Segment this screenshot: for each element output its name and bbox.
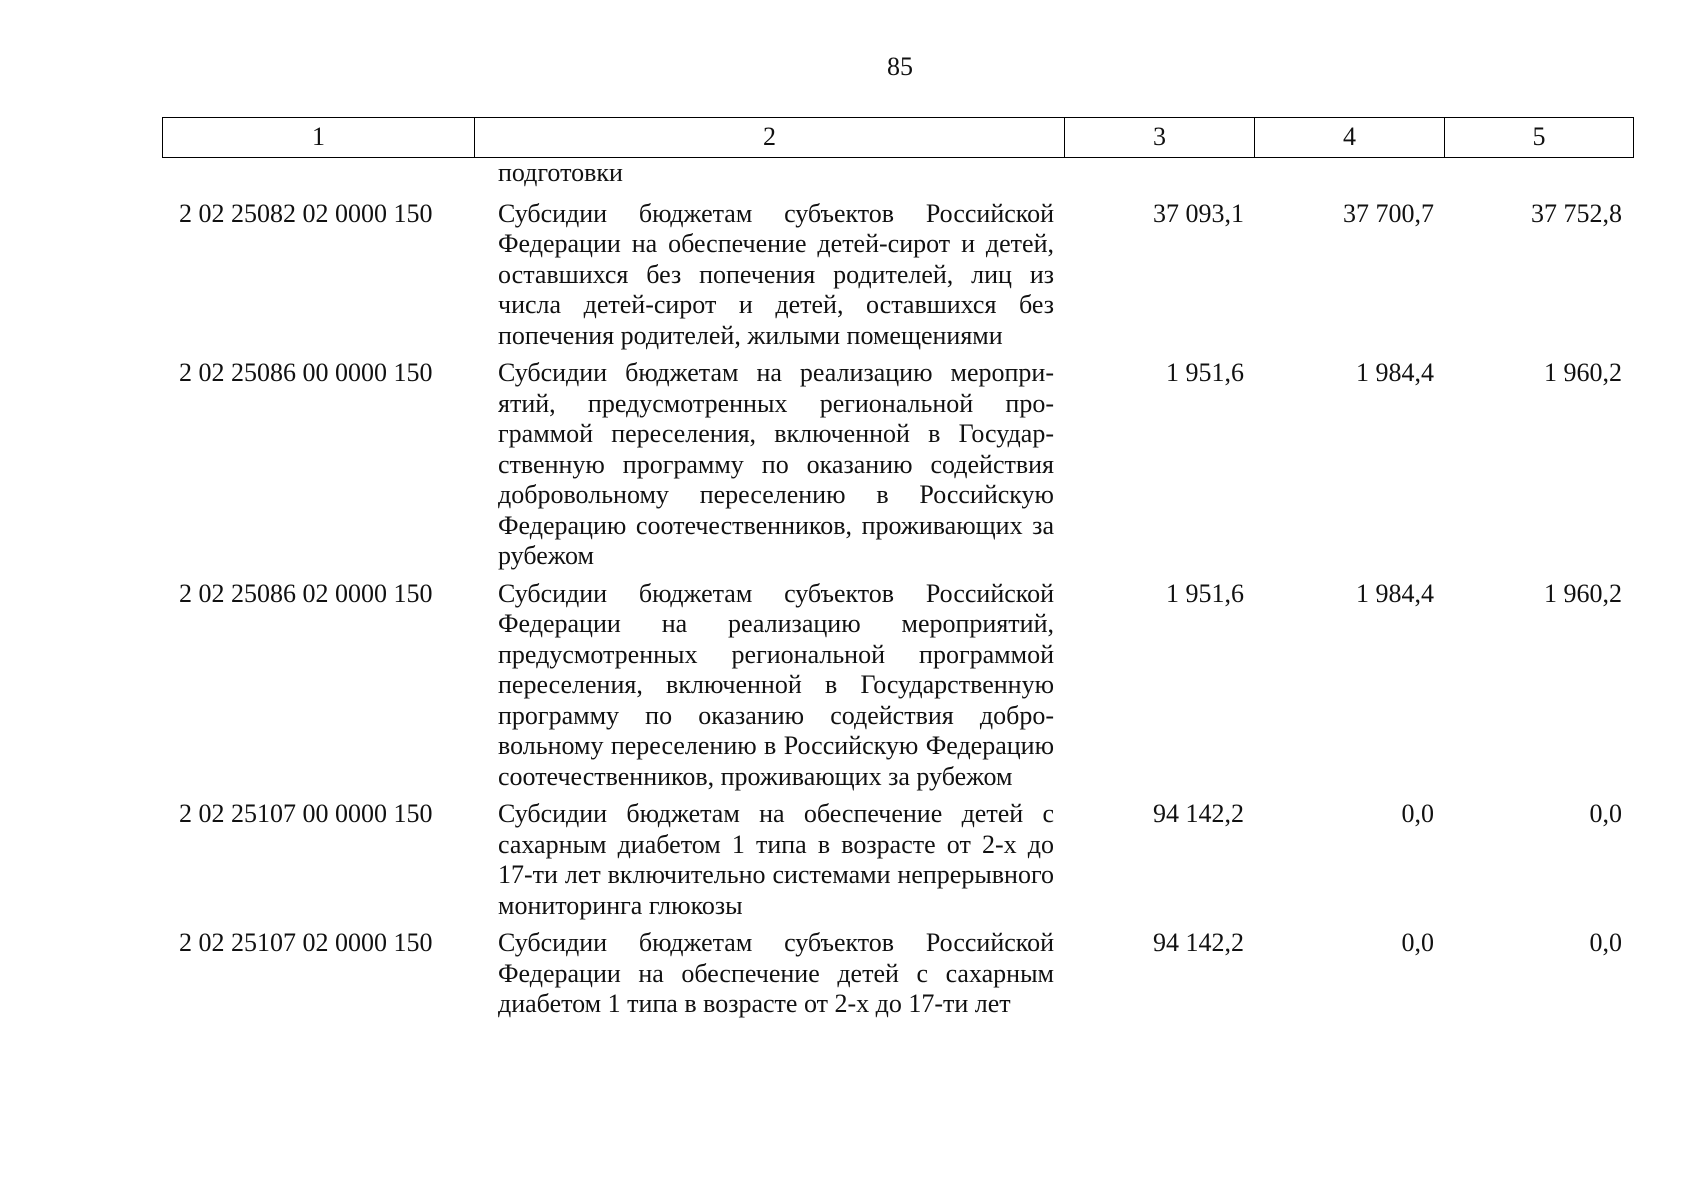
table-header xyxy=(162,117,1634,158)
code-cell: 2 02 25107 02 0000 150 xyxy=(179,928,433,957)
table-row xyxy=(162,199,1634,352)
value-col4-cell: 0,0 xyxy=(1401,928,1434,957)
value-col5-cell: 1 960,2 xyxy=(1544,578,1622,608)
code-cell: 2 02 25082 02 0000 150 xyxy=(179,198,433,228)
table-row xyxy=(162,799,1634,921)
description-cell: Субсидии бюджетам на реализацию мероприятий, предусмотренных региональной программой переселения, включенной в Государственную программу по оказанию содействия добровольному переселению в Российскую Федерацию соотечественников, проживающих за рубежом xyxy=(498,358,1054,570)
column-header-4: 4 xyxy=(1255,118,1445,157)
value-col5-cell: 1 960,2 xyxy=(1544,358,1622,387)
value-col4-cell: 0,0 xyxy=(1401,799,1434,828)
code-cell: 2 02 25086 00 0000 150 xyxy=(179,358,433,387)
value-col5-cell: 0,0 xyxy=(1589,799,1622,828)
value-col4-cell: 37 700,7 xyxy=(1343,198,1434,228)
code-cell xyxy=(162,158,474,189)
continuation-row xyxy=(162,158,1634,189)
table-row xyxy=(162,928,1634,1020)
code-cell: 2 02 25086 02 0000 150 xyxy=(179,578,433,608)
value-col3-cell: 94 142,2 xyxy=(1153,928,1244,957)
value-col3-cell: 94 142,2 xyxy=(1153,799,1244,828)
table-row xyxy=(162,579,1634,793)
continuation-text: подготовки xyxy=(498,158,623,187)
value-col4-cell: 1 984,4 xyxy=(1356,358,1434,387)
column-header-3: 3 xyxy=(1065,118,1255,157)
code-cell: 2 02 25107 00 0000 150 xyxy=(179,799,433,828)
value-col4-cell: 1 984,4 xyxy=(1356,578,1434,608)
value-col3-cell: 1 951,6 xyxy=(1166,358,1244,387)
column-header-2: 2 xyxy=(475,118,1065,157)
value-col3-cell: 37 093,1 xyxy=(1153,198,1244,228)
column-header-5: 5 xyxy=(1532,122,1546,151)
value-col5-cell: 0,0 xyxy=(1589,928,1622,957)
description-cell: Субсидии бюджетам субъектов Российской Федерации на обеспечение детей с сахарным диабетом 1 типа в возрасте от 2-х до 17-ти лет xyxy=(498,928,1054,1018)
description-cell: Субсидии бюджетам субъектов Российской Федерации на реализацию мероприятий, предусмотренных региональной программой переселения, включенной в Государственную программу по оказанию содействия добровольному переселению в Российскую Федерацию соотечественников, проживающих за рубежом xyxy=(498,578,1054,791)
description-cell: Субсидии бюджетам на обеспечение детей с сахарным диабетом 1 типа в возрасте от 2-х до 17-ти лет включительно системами непрерывного мониторинга глюкозы xyxy=(498,799,1054,920)
table-body xyxy=(162,160,1634,1027)
table-row xyxy=(162,358,1634,572)
column-header-1: 1 xyxy=(163,118,475,157)
value-col5-cell: 37 752,8 xyxy=(1531,198,1622,228)
description-cell: Субсидии бюджетам субъектов Российской Федерации на обеспечение детей-сирот и детей, оставшихся без попечения родителей, лиц из числа детей-сирот и детей, оставшихся без попечения родителей, жилыми помещениями xyxy=(498,198,1054,350)
page-number: 85 xyxy=(887,52,913,81)
value-col3-cell: 1 951,6 xyxy=(1166,578,1244,608)
